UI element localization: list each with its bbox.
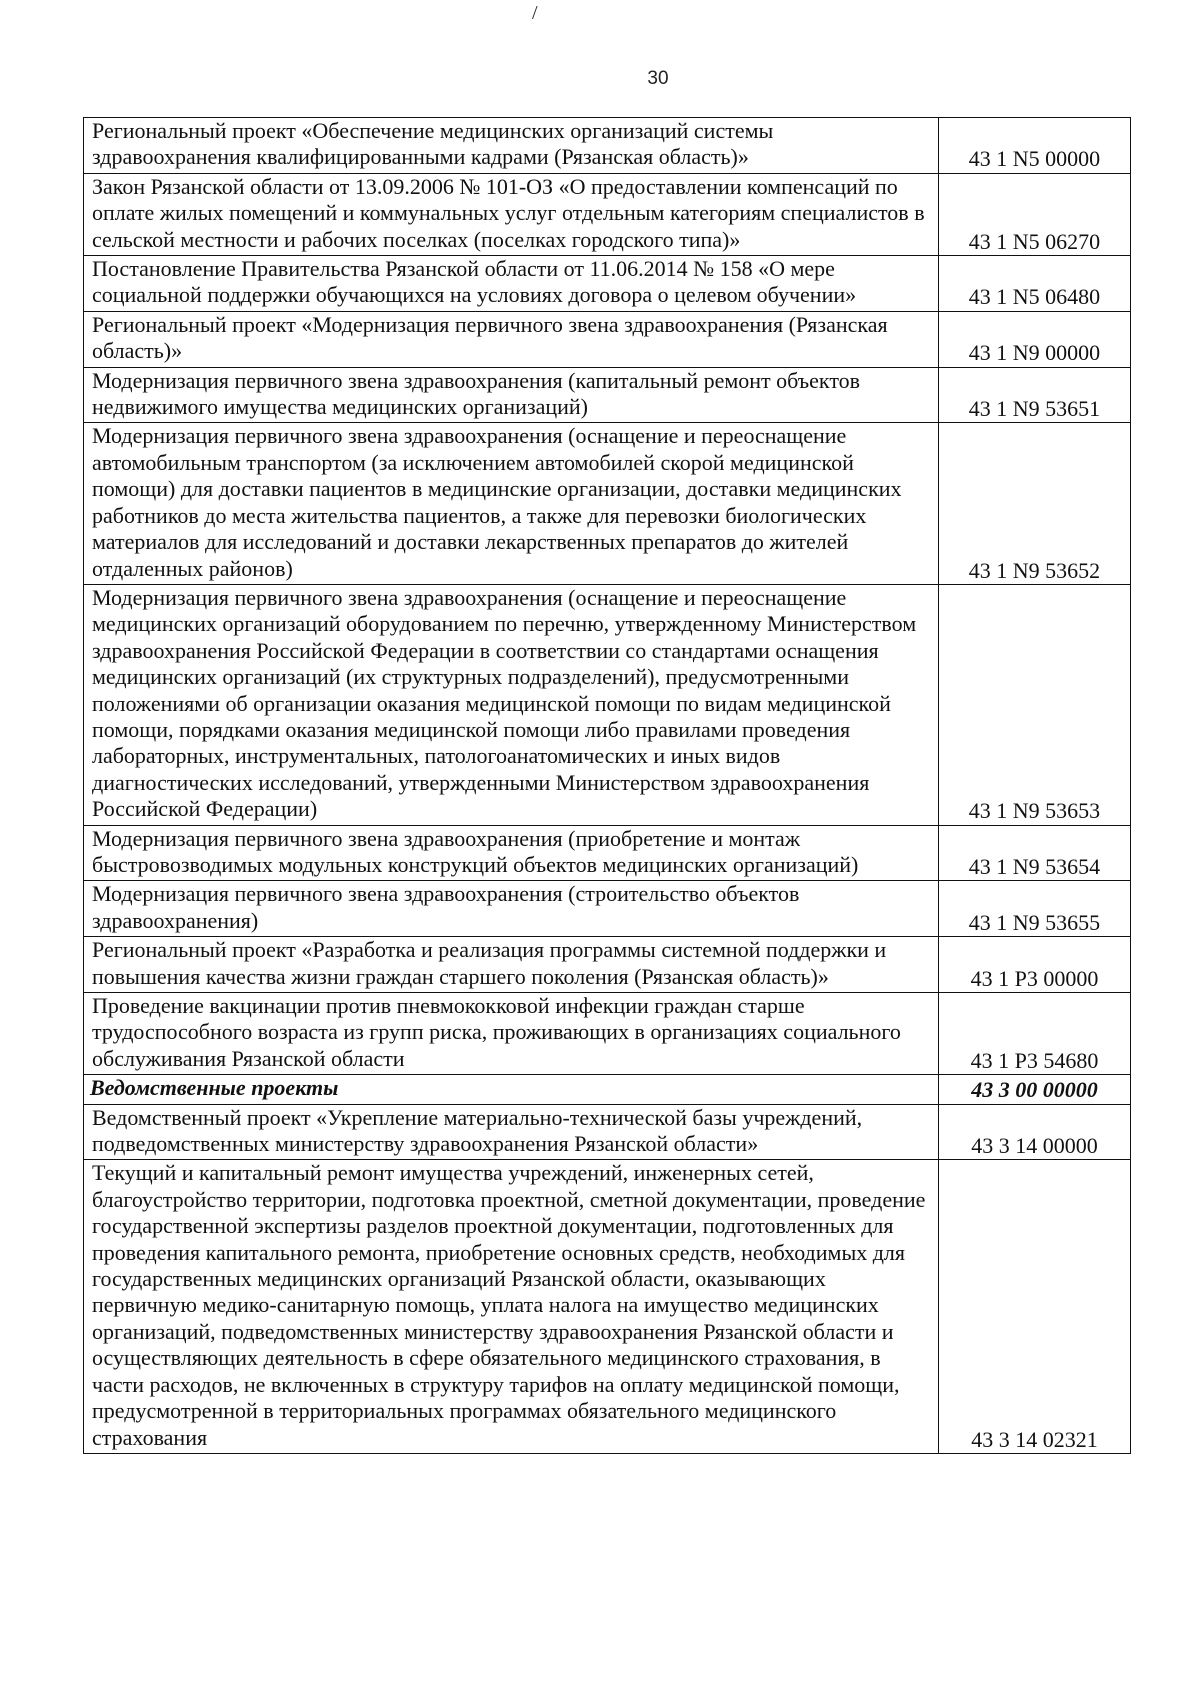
- row-code: 43 1 N5 06270: [939, 173, 1131, 255]
- row-code: 43 3 14 00000: [939, 1104, 1131, 1160]
- row-code: 43 1 P3 54680: [939, 993, 1131, 1075]
- row-code: 43 3 14 02321: [939, 1160, 1131, 1453]
- row-name: Ведомственный проект «Укрепление материально-технической базы учреждений, подведомственных министерству здравоохранения Рязанской области»: [84, 1104, 939, 1160]
- table-row: [84, 311, 1131, 367]
- table-row: [84, 881, 1131, 937]
- row-code: 43 1 N9 53654: [939, 825, 1131, 881]
- row-name: Модернизация первичного звена здравоохранения (оснащение и переоснащение медицинских организаций оборудованием по перечню, утвержденному Министерством здравоохранения Российской Федерации в соответствии со стандартами оснащения медицинских организаций (их структурных подразделений), предусмотренными положениями об организации оказания медицинской помощи по видам медицинской помощи, порядками оказания медицинской помощи либо правилами проведения лабораторных, инструментальных, патологоанатомических и иных видов диагностических исследований, утвержденными Министерством здравоохранения Российской Федерации): [84, 584, 939, 825]
- table-row: [84, 367, 1131, 423]
- section-row: [84, 1075, 1131, 1104]
- row-code: 43 1 N5 06480: [939, 256, 1131, 312]
- row-name: Закон Рязанской области от 13.09.2006 № 101-ОЗ «О предоставлении компенсаций по оплате жилых помещений и коммунальных услуг отдельным категориям специалистов в сельской местности и рабочих поселках (поселках городского типа)»: [84, 173, 939, 255]
- section-heading: Ведомственные проекты: [84, 1075, 939, 1104]
- row-code: 43 1 N9 53651: [939, 367, 1131, 423]
- section-code: 43 3 00 00000: [939, 1075, 1131, 1104]
- row-name: Региональный проект «Модернизация первичного звена здравоохранения (Рязанская область)»: [84, 311, 939, 367]
- budget-classification-table: [83, 117, 1131, 1454]
- row-name: Региональный проект «Разработка и реализация программы системной поддержки и повышения качества жизни граждан старшего поколения (Рязанская область)»: [84, 937, 939, 993]
- table-row: [84, 825, 1131, 881]
- row-name: Региональный проект «Обеспечение медицинских организаций системы здравоохранения квалифицированными кадрами (Рязанская область)»: [84, 118, 939, 174]
- scan-mark: /: [532, 2, 538, 24]
- table-row: [84, 256, 1131, 312]
- row-code: 43 1 P3 00000: [939, 937, 1131, 993]
- table-row: [84, 1160, 1131, 1453]
- row-name: Текущий и капитальный ремонт имущества учреждений, инженерных сетей, благоустройство территории, подготовка проектной, сметной документации, проведение государственной экспертизы разделов проектной документации, подготовленных для проведения капитального ремонта, приобретение основных средств, необходимых для государственных медицинских организаций Рязанской области, оказывающих первичную медико-санитарную помощь, уплата налога на имущество медицинских организаций, подведомственных министерству здравоохранения Рязанской области и осуществляющих деятельность в сфере обязательного медицинского страхования, в части расходов, не включенных в структуру тарифов на оплату медицинской помощи, предусмотренной в территориальных программах обязательного медицинского страхования: [84, 1160, 939, 1453]
- table-row: [84, 937, 1131, 993]
- table-row: [84, 423, 1131, 584]
- row-code: 43 1 N9 53652: [939, 423, 1131, 584]
- table-row: [84, 993, 1131, 1075]
- row-code: 43 1 N9 53653: [939, 584, 1131, 825]
- row-name: Постановление Правительства Рязанской области от 11.06.2014 № 158 «О мере социальной поддержки обучающихся на условиях договора о целевом обучении»: [84, 256, 939, 312]
- row-code: 43 1 N9 53655: [939, 881, 1131, 937]
- row-code: 43 1 N9 00000: [939, 311, 1131, 367]
- row-name: Проведение вакцинации против пневмококковой инфекции граждан старше трудоспособного возраста из групп риска, проживающих в организациях социального обслуживания Рязанской области: [84, 993, 939, 1075]
- table-row: [84, 1104, 1131, 1160]
- page-number: 30: [647, 68, 669, 89]
- row-name: Модернизация первичного звена здравоохранения (строительство объектов здравоохранения): [84, 881, 939, 937]
- table-row: [84, 118, 1131, 174]
- table-row: [84, 173, 1131, 255]
- row-code: 43 1 N5 00000: [939, 118, 1131, 174]
- table-row: [84, 584, 1131, 825]
- row-name: Модернизация первичного звена здравоохранения (оснащение и переоснащение автомобильным транспортом (за исключением автомобилей скорой медицинской помощи) для доставки пациентов в медицинские организации, доставки медицинских работников до места жительства пациентов, а также для перевозки биологических материалов для исследований и доставки лекарственных препаратов до жителей отдаленных районов): [84, 423, 939, 584]
- row-name: Модернизация первичного звена здравоохранения (капитальный ремонт объектов недвижимого имущества медицинских организаций): [84, 367, 939, 423]
- row-name: Модернизация первичного звена здравоохранения (приобретение и монтаж быстровозводимых модульных конструкций объектов медицинских организаций): [84, 825, 939, 881]
